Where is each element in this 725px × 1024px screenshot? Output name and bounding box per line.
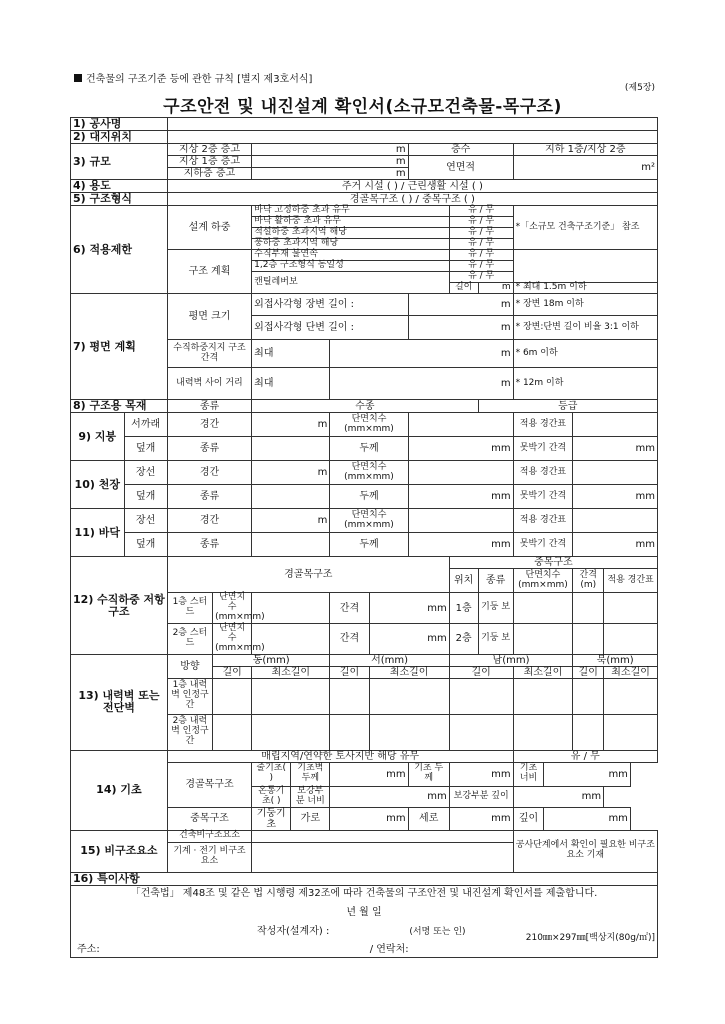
label-plan-size: 평면 크기 bbox=[167, 294, 251, 340]
unit-m2: m² bbox=[641, 162, 655, 174]
reinforce-width-field[interactable] bbox=[330, 786, 449, 807]
label-design-load: 설계 하중 bbox=[167, 206, 251, 250]
unit-m: m bbox=[317, 467, 328, 479]
vertical-spacing-field[interactable] bbox=[330, 340, 513, 368]
label-stud-1f: 1층 스터드 bbox=[167, 593, 212, 624]
label-shear-wall: 13) 내력벽 또는 전단벽 bbox=[71, 654, 168, 750]
label-max: 최대 bbox=[252, 340, 330, 368]
label-length: 길이 bbox=[330, 666, 369, 678]
unit-m: m bbox=[500, 299, 511, 311]
label-vertical-load: 12) 수직하중 저항구조 bbox=[71, 557, 168, 654]
unit-mm: mm bbox=[608, 813, 628, 825]
west-1f-min-field[interactable] bbox=[369, 678, 449, 714]
label-length: 길이 bbox=[573, 666, 604, 678]
label-spacing: 간격 bbox=[330, 624, 369, 655]
label-thickness: 두께 bbox=[330, 485, 408, 509]
section-unit: (mm×mm) bbox=[344, 471, 394, 482]
label-lumber: 8) 구조용 목재 bbox=[71, 400, 168, 413]
address-label: 주소: bbox=[77, 943, 100, 955]
label-total-area: 연면적 bbox=[408, 156, 513, 180]
label-foundation: 14) 기초 bbox=[71, 750, 168, 830]
section-unit: (mm×mm) bbox=[344, 423, 394, 434]
declaration-block bbox=[71, 885, 658, 957]
cantilever-limit: * 최대 1.5m 이하 bbox=[513, 283, 657, 294]
column-base-depth-field[interactable] bbox=[544, 807, 630, 830]
unit-mm: mm bbox=[427, 633, 447, 645]
label-structure-type: 5) 구조형식 bbox=[71, 193, 168, 206]
unit-mm: mm bbox=[427, 791, 447, 803]
label-wall-thickness: 기초벽 두께 bbox=[291, 762, 330, 786]
label-section bbox=[213, 623, 265, 655]
strip-foundation-choice[interactable]: 줄기초( ) bbox=[252, 762, 291, 786]
ratio-limit: * 장변:단변 길이 비율 3:1 이하 bbox=[513, 316, 657, 340]
label-depth: 깊이 bbox=[513, 807, 544, 830]
yn-choice[interactable]: 유 / 무 bbox=[449, 228, 513, 239]
limit-item: 풍하중 초과지역 해당 bbox=[252, 239, 450, 250]
label-nail-spacing: 못박기 간격 bbox=[513, 485, 573, 509]
form-number: (제5장) bbox=[624, 83, 655, 93]
ceiling-sheathing-type-field[interactable] bbox=[252, 485, 330, 509]
regulation-text: 건축물의 구조기준 등에 관한 규칙 [별지 제3호서식] bbox=[86, 74, 313, 85]
nonstructural-note: 공사단계에서 확인이 필요한 비구조요소 기재 bbox=[513, 830, 657, 872]
label-length: 길이 bbox=[449, 666, 513, 678]
label-reinforce-depth: 보강부분 깊이 bbox=[449, 786, 513, 807]
structure-type-options[interactable]: 경골목구조 ( ) / 중목구조 ( ) bbox=[167, 193, 657, 206]
roof-span-field[interactable] bbox=[252, 413, 330, 437]
page-title: 구조안전 및 내진설계 확인서(소규모건축물-목구조) bbox=[163, 97, 562, 117]
reclaimed-yn[interactable]: 유 / 무 bbox=[513, 750, 657, 762]
above2-height-field[interactable] bbox=[252, 144, 408, 156]
label-wall-1f: 1층 내력벽 인정구간 bbox=[167, 678, 212, 714]
label-type: 종류 bbox=[167, 533, 251, 557]
label-nail-spacing: 못박기 간격 bbox=[513, 437, 573, 461]
unit-mm: mm bbox=[491, 443, 511, 455]
label-south: 남(mm) bbox=[449, 654, 573, 666]
heavy-2f-applicable-field[interactable] bbox=[604, 624, 658, 655]
yn-choice[interactable]: 유 / 무 bbox=[449, 272, 513, 283]
section-text: 단면치수 bbox=[525, 570, 561, 581]
label-structure-plan: 구조 계획 bbox=[167, 250, 251, 294]
unit-m: m bbox=[500, 348, 511, 360]
unit-mm: mm bbox=[386, 813, 406, 825]
site-location-field[interactable] bbox=[167, 131, 657, 144]
label-above2-height: 지상 2층 층고 bbox=[167, 144, 251, 156]
label-sheathing: 덮개 bbox=[124, 533, 167, 557]
section-text: 단면치수 bbox=[219, 592, 246, 613]
unit-m: m bbox=[395, 144, 406, 156]
column-base-vertical-field[interactable] bbox=[449, 807, 513, 830]
unit-mm: mm bbox=[491, 491, 511, 503]
section-unit: (mm×mm) bbox=[344, 519, 394, 530]
label-vertical-spacing: 수직하중지지 구조 간격 bbox=[167, 340, 251, 368]
label-sheathing: 덮개 bbox=[124, 437, 167, 461]
limit-6m: * 6m 이하 bbox=[513, 340, 657, 368]
label-thickness: 두께 bbox=[330, 533, 408, 557]
heavy-1f-spacing-field[interactable] bbox=[573, 593, 604, 624]
above1-height-field[interactable] bbox=[252, 156, 408, 168]
mech-nonstructural-field[interactable] bbox=[252, 842, 513, 872]
base-thickness-field[interactable] bbox=[449, 762, 513, 786]
label-span: 경간 bbox=[167, 413, 251, 437]
label-horizontal: 가로 bbox=[291, 807, 330, 830]
section-text: 단면치수 bbox=[351, 462, 387, 473]
section-unit: (mm×mm) bbox=[518, 579, 568, 590]
unit-mm: mm bbox=[635, 491, 655, 503]
label-site-location: 2) 대지위치 bbox=[71, 131, 168, 144]
roof-applicable-field[interactable] bbox=[573, 413, 658, 437]
cantilever-length-field[interactable] bbox=[478, 283, 513, 294]
arch-nonstructural-field[interactable] bbox=[252, 830, 513, 842]
unit-mm: mm bbox=[427, 602, 447, 614]
label-light-frame: 경골목구조 bbox=[167, 762, 251, 807]
unit-m: m bbox=[500, 322, 511, 334]
heavy-1f-section-field[interactable] bbox=[513, 593, 573, 624]
floor-section-field[interactable] bbox=[408, 509, 513, 533]
section-unit: (mm×mm) bbox=[215, 612, 265, 623]
label-scale: 3) 규모 bbox=[71, 144, 168, 180]
roof-thickness-field[interactable] bbox=[408, 437, 513, 461]
west-1f-length-field[interactable] bbox=[330, 678, 369, 714]
long-side-field[interactable] bbox=[408, 294, 513, 316]
label-light-frame: 경골목구조 bbox=[167, 557, 449, 593]
label-short-side: 외접사각형 단변 길이 : bbox=[252, 316, 408, 340]
long-side-limit: * 장변 18m 이하 bbox=[513, 294, 657, 316]
floor-span-field[interactable] bbox=[252, 509, 330, 533]
unit-mm: mm bbox=[491, 768, 511, 780]
heavy-2f-section-field[interactable] bbox=[513, 624, 573, 655]
north-2f-length-field[interactable] bbox=[573, 714, 604, 750]
wall-spacing-field[interactable] bbox=[330, 368, 513, 400]
west-2f-length-field[interactable] bbox=[330, 714, 369, 750]
label-length: 길이 bbox=[213, 666, 252, 678]
address-line bbox=[77, 944, 651, 955]
limit-item: 캔틸레버보 bbox=[252, 272, 450, 294]
unit-mm: mm bbox=[608, 768, 628, 780]
label-applicable-span: 적용 경간표 bbox=[513, 461, 573, 485]
label-north: 북(mm) bbox=[573, 654, 658, 666]
label-column-base: 기둥기초 bbox=[252, 807, 291, 830]
label-use: 4) 용도 bbox=[71, 180, 168, 193]
ceiling-span-field[interactable] bbox=[252, 461, 330, 485]
label-direction: 방향 bbox=[167, 654, 212, 678]
east-2f-min-field[interactable] bbox=[252, 714, 330, 750]
wall-thickness-field[interactable] bbox=[330, 762, 408, 786]
label-reclaimed: 매립지역/연약한 토사지반 해당 유무 bbox=[167, 750, 513, 762]
north-1f-min-field[interactable] bbox=[604, 678, 658, 714]
label-applicable-span: 적용 경간표 bbox=[604, 569, 658, 593]
label-joist: 장선 bbox=[124, 461, 167, 485]
square-bullet-icon bbox=[74, 74, 82, 82]
cantilever-length-label: 길이 bbox=[449, 283, 478, 294]
unit-m: m bbox=[501, 282, 511, 293]
label-arch-nonstructural: 건축비구조요소 bbox=[167, 830, 251, 842]
limit-item: 바닥 활하중 초과 유무 bbox=[252, 217, 450, 228]
label-span: 경간 bbox=[167, 509, 251, 533]
floor-nail-field[interactable] bbox=[573, 533, 658, 557]
roof-nail-field[interactable] bbox=[573, 437, 658, 461]
north-2f-min-field[interactable] bbox=[604, 714, 658, 750]
unit-mm: mm bbox=[635, 443, 655, 455]
label-lumber-species: 수종 bbox=[252, 400, 478, 413]
label-section bbox=[330, 413, 408, 437]
east-1f-min-field[interactable] bbox=[252, 678, 330, 714]
writer-label: 작성자(설계자) : bbox=[257, 925, 330, 937]
ceiling-applicable-field[interactable] bbox=[573, 461, 658, 485]
heavy-2f-spacing-field[interactable] bbox=[573, 624, 604, 655]
column-base-horizontal-field[interactable] bbox=[330, 807, 408, 830]
label-max: 최대 bbox=[252, 368, 330, 400]
east-2f-length-field[interactable] bbox=[213, 714, 252, 750]
roof-section-field[interactable] bbox=[408, 413, 513, 437]
ceiling-thickness-field[interactable] bbox=[408, 485, 513, 509]
label-type: 종류 bbox=[478, 569, 513, 593]
label-joist: 장선 bbox=[124, 509, 167, 533]
label-base-thickness: 기초 두께 bbox=[408, 762, 449, 786]
label-floors: 층수 bbox=[408, 144, 513, 156]
project-name-field[interactable] bbox=[167, 118, 657, 131]
limit-item: 수직부재 불연속 bbox=[252, 250, 450, 261]
label-rafter: 서까래 bbox=[124, 413, 167, 437]
reference-note: *「소규모 건축구조기준」 참조 bbox=[513, 206, 657, 250]
limit-12m: * 12m 이하 bbox=[513, 368, 657, 400]
section-unit: (mm×mm) bbox=[215, 642, 265, 653]
label-west: 서(mm) bbox=[330, 654, 449, 666]
label-special-notes: 16) 특이사항 bbox=[71, 872, 658, 885]
label-min-length: 최소길이 bbox=[513, 666, 573, 678]
section-text: 단면치수 bbox=[351, 510, 387, 521]
reinforce-depth-field[interactable] bbox=[513, 786, 604, 807]
label-spacing: 간격 bbox=[330, 593, 369, 624]
label-reinforce-width: 보강부분 너비 bbox=[291, 786, 330, 807]
label-lumber-grade: 등급 bbox=[478, 400, 657, 413]
short-side-field[interactable] bbox=[408, 316, 513, 340]
limit-item: 1,2층 구조형식 동일성 bbox=[252, 261, 450, 272]
unit-m: m bbox=[395, 168, 406, 180]
label-section bbox=[330, 509, 408, 533]
unit-mm: mm bbox=[635, 539, 655, 551]
total-area-field[interactable] bbox=[513, 156, 657, 180]
unit-mm: mm bbox=[491, 539, 511, 551]
yn-choice[interactable]: 유 / 무 bbox=[449, 239, 513, 250]
label-spacing-m: 간격 (m) bbox=[573, 569, 604, 593]
label-wall-spacing: 내력벽 사이 거리 bbox=[167, 368, 251, 400]
unit-mm: mm bbox=[491, 813, 511, 825]
empty-cell bbox=[513, 250, 657, 283]
label-sheathing: 덮개 bbox=[124, 485, 167, 509]
stud1-spacing-field[interactable] bbox=[369, 593, 449, 624]
label-applicable-span: 적용 경간표 bbox=[513, 413, 573, 437]
label-type: 종류 bbox=[167, 485, 251, 509]
label-plan: 7) 평면 계획 bbox=[71, 294, 168, 400]
label-vertical: 세로 bbox=[408, 807, 449, 830]
label-floor: 11) 바닥 bbox=[71, 509, 125, 557]
unit-m: m bbox=[395, 156, 406, 168]
east-1f-length-field[interactable] bbox=[213, 678, 252, 714]
label-project-name: 1) 공사명 bbox=[71, 118, 168, 131]
sign-label: (서명 또는 인) bbox=[409, 926, 466, 937]
yn-choice[interactable]: 유 / 무 bbox=[449, 261, 513, 272]
heavy-1f-applicable-field[interactable] bbox=[604, 593, 658, 624]
section-text: 단면치수 bbox=[219, 623, 246, 644]
ceiling-section-field[interactable] bbox=[408, 461, 513, 485]
label-position: 위치 bbox=[449, 569, 478, 593]
declaration-text: 「건축법」 제48조 및 같은 법 시행령 제32조에 따라 건축물의 구조안전 및 내진설계 확인서를 제출합니다. bbox=[130, 887, 598, 899]
label-basement-height: 지하층 층고 bbox=[167, 168, 251, 180]
south-2f-min-field[interactable] bbox=[513, 714, 573, 750]
yn-choice[interactable]: 유 / 무 bbox=[449, 250, 513, 261]
section-text: 단면치수 bbox=[351, 414, 387, 425]
contact-label: / 연락처: bbox=[369, 943, 409, 955]
label-roof: 9) 지붕 bbox=[71, 413, 125, 461]
label-min-length: 최소길이 bbox=[369, 666, 449, 678]
label-column: 기둥 보 bbox=[478, 624, 513, 655]
west-2f-min-field[interactable] bbox=[369, 714, 449, 750]
declaration-date: 년 월 일 bbox=[346, 906, 382, 918]
label-above1-height: 지상 1층 층고 bbox=[167, 156, 251, 168]
unit-mm: mm bbox=[386, 768, 406, 780]
ceiling-nail-field[interactable] bbox=[573, 485, 658, 509]
label-application-limits: 6) 적용제한 bbox=[71, 206, 168, 294]
label-applicable-span: 적용 경간표 bbox=[513, 509, 573, 533]
label-mech-nonstructural: 기계 · 전기 비구조요소 bbox=[167, 842, 251, 872]
label-ceiling: 10) 천장 bbox=[71, 461, 125, 509]
label-floor1: 1층 bbox=[449, 593, 478, 624]
basement-height-field[interactable] bbox=[252, 168, 408, 180]
label-floor2: 2층 bbox=[449, 624, 478, 655]
label-nail-spacing: 못박기 간격 bbox=[513, 533, 573, 557]
limit-item: 바닥 고정하중 초과 유무 bbox=[252, 206, 450, 217]
label-column: 기둥 보 bbox=[478, 593, 513, 624]
label-heavy-timber: 중목구조 bbox=[449, 557, 657, 569]
paper-size: 210㎜×297㎜[백상지(80g/㎡)] bbox=[525, 933, 655, 943]
label-nonstructural: 15) 비구조요소 bbox=[71, 830, 168, 872]
limit-item: 적설하중 초과지역 해당 bbox=[252, 228, 450, 239]
use-options[interactable]: 주거 시설 ( ) / 근린생활 시설 ( ) bbox=[167, 180, 657, 193]
floor-applicable-field[interactable] bbox=[573, 509, 658, 533]
label-base-width: 기초 너비 bbox=[513, 762, 544, 786]
north-1f-length-field[interactable] bbox=[573, 678, 604, 714]
unit-m: m bbox=[317, 419, 328, 431]
label-section bbox=[213, 592, 265, 624]
regulation-note bbox=[74, 70, 312, 85]
roof-sheathing-type-field[interactable] bbox=[252, 437, 330, 461]
label-section bbox=[330, 461, 408, 485]
mat-foundation-choice[interactable]: 온통기초( ) bbox=[252, 786, 291, 807]
label-span: 경간 bbox=[167, 461, 251, 485]
south-1f-min-field[interactable] bbox=[513, 678, 573, 714]
unit-m: m bbox=[500, 378, 511, 390]
confirmation-form bbox=[70, 117, 658, 958]
label-min-length: 최소길이 bbox=[604, 666, 658, 678]
unit-mm: mm bbox=[581, 791, 602, 803]
stud2-spacing-field[interactable] bbox=[369, 624, 449, 655]
south-1f-length-field[interactable] bbox=[449, 678, 513, 714]
south-2f-length-field[interactable] bbox=[449, 714, 513, 750]
unit-m: m bbox=[317, 515, 328, 527]
label-east: 동(mm) bbox=[213, 654, 330, 666]
label-section bbox=[513, 569, 573, 593]
base-width-field[interactable] bbox=[544, 762, 630, 786]
yn-choice[interactable]: 유 / 무 bbox=[449, 206, 513, 217]
label-stud-2f: 2층 스터드 bbox=[167, 624, 212, 655]
label-min-length: 최소길이 bbox=[252, 666, 330, 678]
label-lumber-type: 종류 bbox=[167, 400, 251, 413]
label-long-side: 외접사각형 장변 길이 : bbox=[252, 294, 408, 316]
floor-sheathing-type-field[interactable] bbox=[252, 533, 330, 557]
label-thickness: 두께 bbox=[330, 437, 408, 461]
yn-choice[interactable]: 유 / 무 bbox=[449, 217, 513, 228]
label-heavy-timber: 중목구조 bbox=[167, 807, 251, 830]
label-type: 종류 bbox=[167, 437, 251, 461]
floors-value: 지하 1층/지상 2층 bbox=[513, 144, 657, 156]
floor-thickness-field[interactable] bbox=[408, 533, 513, 557]
label-wall-2f: 2층 내력벽 인정구간 bbox=[167, 714, 212, 750]
